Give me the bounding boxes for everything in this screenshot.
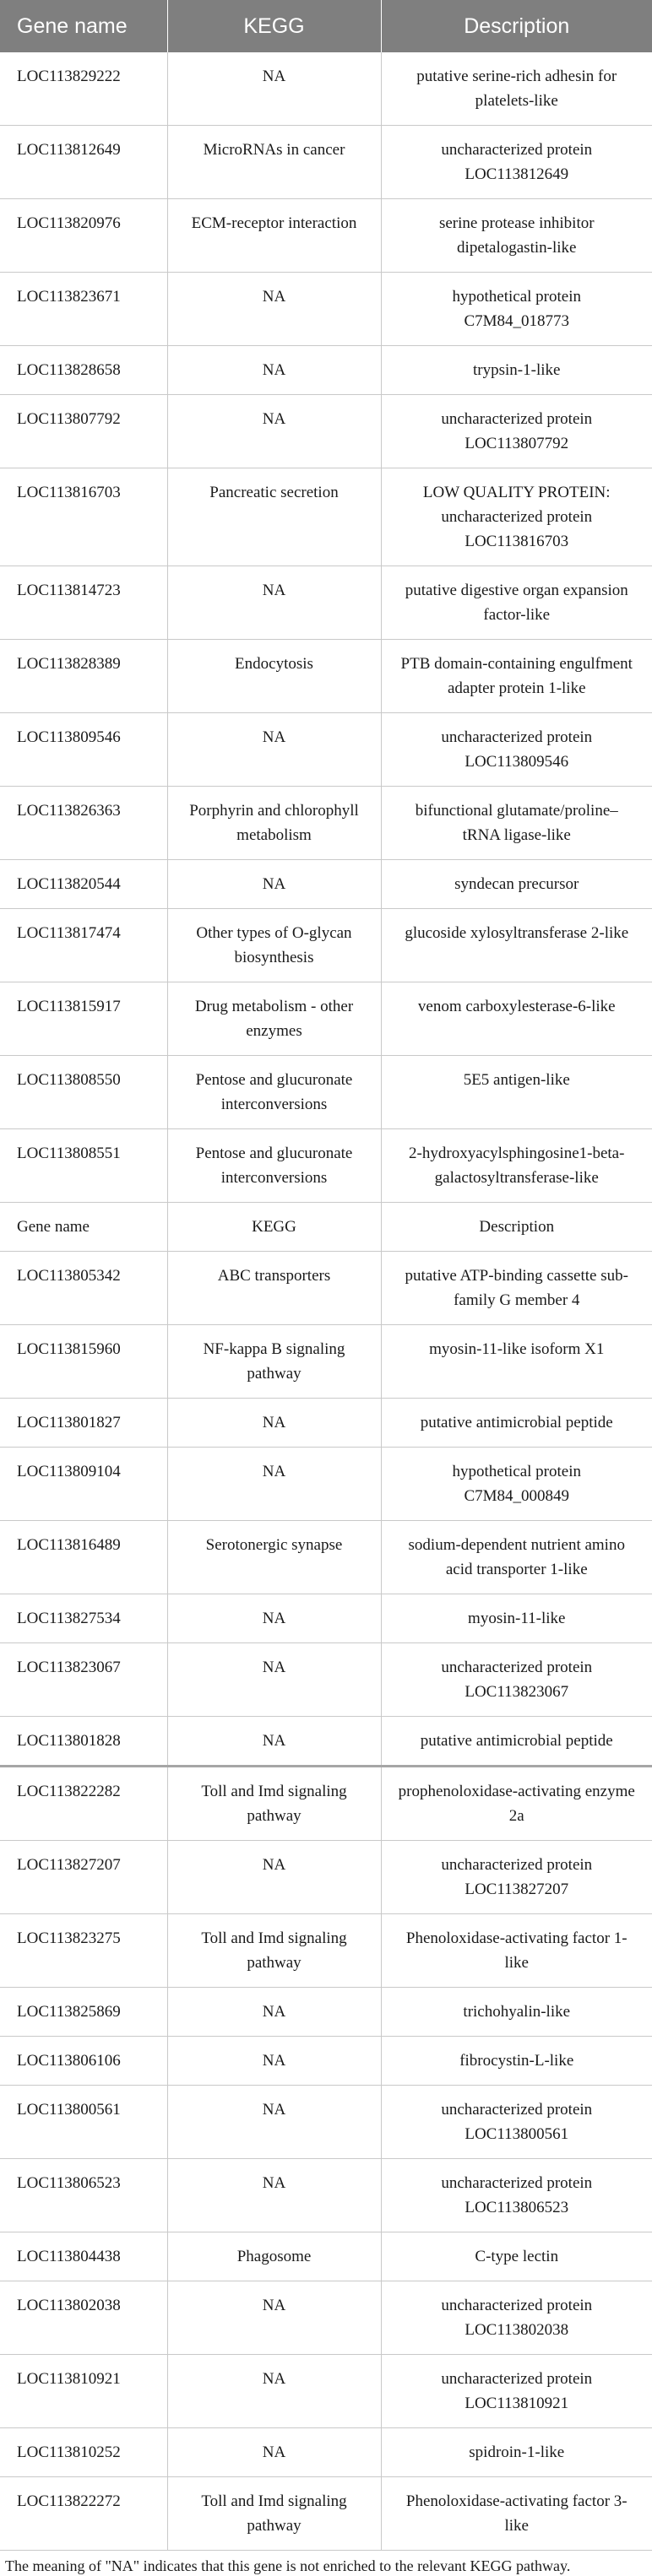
cell-description: Phenoloxidase-activating factor 3-like xyxy=(381,2477,652,2551)
table-row xyxy=(0,2477,652,2551)
cell-gene-name: LOC113823671 xyxy=(0,273,167,346)
cell-gene-name: LOC113822272 xyxy=(0,2477,167,2551)
cell-kegg: Porphyrin and chlorophyll metabolism xyxy=(167,787,381,860)
cell-description: C-type lectin xyxy=(381,2232,652,2281)
table-row xyxy=(0,566,652,640)
table-row xyxy=(0,2159,652,2232)
cell-gene-name: Gene name xyxy=(0,1203,167,1252)
table-row xyxy=(0,199,652,273)
cell-gene-name: LOC113808551 xyxy=(0,1129,167,1203)
cell-kegg: Toll and Imd signaling pathway xyxy=(167,1767,381,1841)
cell-description: uncharacterized protein LOC113802038 xyxy=(381,2281,652,2355)
cell-gene-name: LOC113828389 xyxy=(0,640,167,713)
cell-kegg: NA xyxy=(167,1988,381,2037)
cell-gene-name: LOC113802038 xyxy=(0,2281,167,2355)
cell-kegg: ABC transporters xyxy=(167,1252,381,1325)
cell-description: Description xyxy=(381,1203,652,1252)
cell-kegg: KEGG xyxy=(167,1203,381,1252)
cell-description: LOW QUALITY PROTEIN: uncharacterized protein LOC113816703 xyxy=(381,468,652,566)
cell-kegg: NF-kappa B signaling pathway xyxy=(167,1325,381,1399)
cell-gene-name: LOC113829222 xyxy=(0,52,167,126)
cell-description: uncharacterized protein LOC113807792 xyxy=(381,395,652,468)
table-row xyxy=(0,1841,652,1914)
cell-kegg: NA xyxy=(167,2159,381,2232)
table-body xyxy=(0,52,652,2551)
table-row xyxy=(0,1914,652,1988)
cell-description: syndecan precursor xyxy=(381,860,652,909)
cell-gene-name: LOC113816703 xyxy=(0,468,167,566)
cell-kegg: Toll and Imd signaling pathway xyxy=(167,1914,381,1988)
cell-description: putative serine-rich adhesin for platelets-like xyxy=(381,52,652,126)
cell-gene-name: LOC113828658 xyxy=(0,346,167,395)
cell-kegg: NA xyxy=(167,2086,381,2159)
table-row xyxy=(0,2232,652,2281)
table-row xyxy=(0,1056,652,1129)
cell-kegg: NA xyxy=(167,1448,381,1521)
cell-gene-name: LOC113814723 xyxy=(0,566,167,640)
table-row xyxy=(0,1325,652,1399)
cell-kegg: ECM-receptor interaction xyxy=(167,199,381,273)
cell-kegg: NA xyxy=(167,52,381,126)
table-row xyxy=(0,1252,652,1325)
cell-kegg: NA xyxy=(167,1841,381,1914)
cell-description: bifunctional glutamate/proline–tRNA ligase-like xyxy=(381,787,652,860)
cell-description: venom carboxylesterase-6-like xyxy=(381,982,652,1056)
cell-kegg: Pancreatic secretion xyxy=(167,468,381,566)
cell-description: PTB domain-containing engulfment adapter protein 1-like xyxy=(381,640,652,713)
cell-gene-name: LOC113800561 xyxy=(0,2086,167,2159)
cell-description: spidroin-1-like xyxy=(381,2428,652,2477)
cell-description: Phenoloxidase-activating factor 1-like xyxy=(381,1914,652,1988)
cell-gene-name: LOC113808550 xyxy=(0,1056,167,1129)
cell-kegg: NA xyxy=(167,713,381,787)
cell-description: uncharacterized protein LOC113810921 xyxy=(381,2355,652,2428)
cell-description: trypsin-1-like xyxy=(381,346,652,395)
cell-gene-name: LOC113826363 xyxy=(0,787,167,860)
cell-gene-name: LOC113804438 xyxy=(0,2232,167,2281)
cell-description: putative antimicrobial peptide xyxy=(381,1399,652,1448)
cell-description: prophenoloxidase-activating enzyme 2a xyxy=(381,1767,652,1841)
cell-gene-name: LOC113812649 xyxy=(0,126,167,199)
cell-description: putative digestive organ expansion factor-like xyxy=(381,566,652,640)
cell-kegg: Toll and Imd signaling pathway xyxy=(167,2477,381,2551)
cell-gene-name: LOC113825869 xyxy=(0,1988,167,2037)
cell-kegg: NA xyxy=(167,566,381,640)
cell-kegg: NA xyxy=(167,1643,381,1717)
cell-description: myosin-11-like isoform X1 xyxy=(381,1325,652,1399)
cell-gene-name: LOC113806523 xyxy=(0,2159,167,2232)
cell-description: uncharacterized protein LOC113809546 xyxy=(381,713,652,787)
cell-description: putative antimicrobial peptide xyxy=(381,1717,652,1767)
cell-gene-name: LOC113827207 xyxy=(0,1841,167,1914)
cell-gene-name: LOC113805342 xyxy=(0,1252,167,1325)
cell-gene-name: LOC113823067 xyxy=(0,1643,167,1717)
cell-description: myosin-11-like xyxy=(381,1594,652,1643)
header-row xyxy=(0,0,652,52)
cell-description: uncharacterized protein LOC113823067 xyxy=(381,1643,652,1717)
cell-kegg: Endocytosis xyxy=(167,640,381,713)
header-gene-name: Gene name xyxy=(0,0,167,52)
table-row xyxy=(0,1594,652,1643)
cell-kegg: MicroRNAs in cancer xyxy=(167,126,381,199)
cell-description: 5E5 antigen-like xyxy=(381,1056,652,1129)
table-row xyxy=(0,2037,652,2086)
cell-gene-name: LOC113806106 xyxy=(0,2037,167,2086)
cell-kegg: NA xyxy=(167,1717,381,1767)
cell-gene-name: LOC113816489 xyxy=(0,1521,167,1594)
table-row xyxy=(0,2355,652,2428)
table-row xyxy=(0,860,652,909)
cell-gene-name: LOC113809546 xyxy=(0,713,167,787)
cell-description: trichohyalin-like xyxy=(381,1988,652,2037)
cell-description: uncharacterized protein LOC113800561 xyxy=(381,2086,652,2159)
table-row xyxy=(0,2281,652,2355)
cell-gene-name: LOC113815917 xyxy=(0,982,167,1056)
cell-kegg: NA xyxy=(167,1399,381,1448)
table-row xyxy=(0,1448,652,1521)
cell-description: hypothetical protein C7M84_000849 xyxy=(381,1448,652,1521)
table-row xyxy=(0,346,652,395)
cell-kegg: Other types of O-glycan biosynthesis xyxy=(167,909,381,982)
cell-description: 2-hydroxyacylsphingosine1-beta-galactosyltransferase-like xyxy=(381,1129,652,1203)
cell-gene-name: LOC113820976 xyxy=(0,199,167,273)
cell-description: uncharacterized protein LOC113827207 xyxy=(381,1841,652,1914)
cell-description: sodium-dependent nutrient amino acid transporter 1-like xyxy=(381,1521,652,1594)
cell-kegg: NA xyxy=(167,860,381,909)
table-row xyxy=(0,1399,652,1448)
cell-description: hypothetical protein C7M84_018773 xyxy=(381,273,652,346)
cell-description: fibrocystin-L-like xyxy=(381,2037,652,2086)
cell-description: uncharacterized protein LOC113806523 xyxy=(381,2159,652,2232)
table-row xyxy=(0,395,652,468)
table-row xyxy=(0,1203,652,1252)
table-row xyxy=(0,52,652,126)
cell-kegg: Drug metabolism - other enzymes xyxy=(167,982,381,1056)
table-row xyxy=(0,1521,652,1594)
table-row xyxy=(0,640,652,713)
table-row xyxy=(0,273,652,346)
cell-gene-name: LOC113822282 xyxy=(0,1767,167,1841)
table-row xyxy=(0,2428,652,2477)
table-row xyxy=(0,982,652,1056)
table-row xyxy=(0,1129,652,1203)
cell-kegg: NA xyxy=(167,1594,381,1643)
cell-gene-name: LOC113823275 xyxy=(0,1914,167,1988)
cell-description: serine protease inhibitor dipetalogastin-like xyxy=(381,199,652,273)
cell-kegg: Pentose and glucuronate interconversions xyxy=(167,1129,381,1203)
cell-kegg: Serotonergic synapse xyxy=(167,1521,381,1594)
table-row xyxy=(0,1767,652,1841)
cell-kegg: NA xyxy=(167,2428,381,2477)
cell-description: uncharacterized protein LOC113812649 xyxy=(381,126,652,199)
cell-gene-name: LOC113827534 xyxy=(0,1594,167,1643)
cell-gene-name: LOC113810252 xyxy=(0,2428,167,2477)
cell-gene-name: LOC113820544 xyxy=(0,860,167,909)
header-kegg: KEGG xyxy=(167,0,381,52)
table-row xyxy=(0,787,652,860)
cell-gene-name: LOC113801827 xyxy=(0,1399,167,1448)
cell-kegg: NA xyxy=(167,2037,381,2086)
table-row xyxy=(0,468,652,566)
table-row xyxy=(0,909,652,982)
table-header xyxy=(0,0,652,52)
cell-description: putative ATP-binding cassette sub-family G member 4 xyxy=(381,1252,652,1325)
cell-gene-name: LOC113807792 xyxy=(0,395,167,468)
cell-kegg: NA xyxy=(167,2355,381,2428)
table-row xyxy=(0,713,652,787)
cell-gene-name: LOC113801828 xyxy=(0,1717,167,1767)
cell-kegg: NA xyxy=(167,2281,381,2355)
table-row xyxy=(0,2086,652,2159)
cell-gene-name: LOC113815960 xyxy=(0,1325,167,1399)
table-footnote: The meaning of "NA" indicates that this gene is not enriched to the relevant KEGG pathway. xyxy=(5,2557,571,2574)
cell-kegg: Pentose and glucuronate interconversions xyxy=(167,1056,381,1129)
cell-kegg: NA xyxy=(167,273,381,346)
table-row xyxy=(0,126,652,199)
cell-description: glucoside xylosyltransferase 2-like xyxy=(381,909,652,982)
cell-kegg: Phagosome xyxy=(167,2232,381,2281)
cell-gene-name: LOC113817474 xyxy=(0,909,167,982)
cell-kegg: NA xyxy=(167,395,381,468)
cell-gene-name: LOC113810921 xyxy=(0,2355,167,2428)
table-row xyxy=(0,1717,652,1767)
table-row xyxy=(0,1643,652,1717)
header-description: Description xyxy=(381,0,652,52)
cell-kegg: NA xyxy=(167,346,381,395)
cell-gene-name: LOC113809104 xyxy=(0,1448,167,1521)
table-row xyxy=(0,1988,652,2037)
